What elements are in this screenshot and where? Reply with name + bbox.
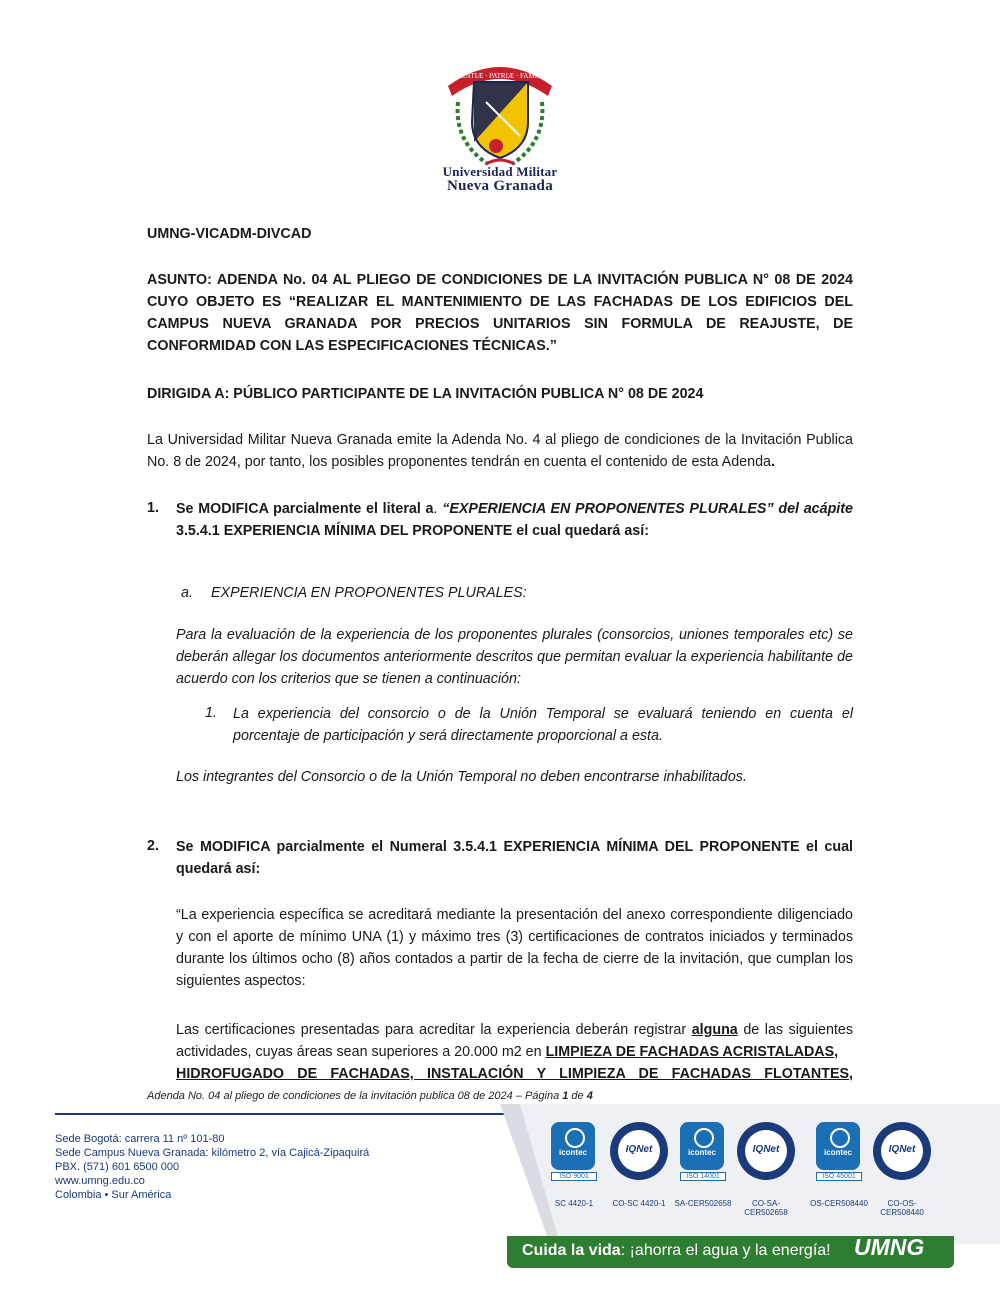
- document-subject: ASUNTO: ADENDA No. 04 AL PLIEGO DE CONDICIONES DE LA INVITACIÓN PUBLICA N° 08 DE 2024 CUYO OBJETO ES “REALIZAR EL MANTENIMIENTO DE LAS FACHADAS DE LOS EDIFICIOS DEL CAMPUS NUEVA GRANADA POR PRECIOS UNITARIOS SIN FORMULA DE REAJUSTE, DE CONFORMIDAD CON LAS ESPECIFICACIONES TÉCNICAS.”: [147, 272, 853, 354]
- address-line: Colombia • Sur América: [55, 1189, 172, 1201]
- item1-heading: [176, 498, 853, 542]
- logo-name-line2: Nueva Granada: [447, 178, 553, 194]
- cert-brand-label: IQNet: [625, 1144, 653, 1155]
- cert-code-label: CO-SC 4420-1: [612, 1199, 666, 1208]
- item2-number: 2.: [147, 838, 159, 854]
- address-line: www.umng.edu.co: [55, 1175, 145, 1187]
- icontec-cert-icon: [551, 1122, 595, 1184]
- item2-heading: Se MODIFICA parcialmente el Numeral 3.5.4.1 EXPERIENCIA MÍNIMA DEL PROPONENTE el cual quedará así:: [176, 839, 853, 877]
- item1-text-a: Se MODIFICA parcialmente el literal a: [176, 501, 434, 517]
- cert-brand-label: icontec: [687, 1148, 716, 1157]
- footer-note-of: de: [568, 1090, 587, 1102]
- slogan-bold: Cuida la vida: [522, 1242, 621, 1259]
- footer-page-total: 4: [586, 1090, 593, 1102]
- cert-code-label: CO-OS-CER508440: [880, 1199, 924, 1217]
- footer-address: [55, 1132, 369, 1202]
- item1-number: 1.: [147, 500, 159, 516]
- cert-brand-label: IQNet: [752, 1144, 780, 1155]
- sub-a-point-number: 1.: [205, 705, 217, 721]
- footer-page-number: 1: [562, 1090, 569, 1102]
- sub-a-title: EXPERIENCIA EN PROPONENTES PLURALES:: [211, 585, 527, 601]
- slogan-text: [522, 1242, 831, 1260]
- sub-a-paragraph: Para la evaluación de la experiencia de los proponentes plurales (consorcios, uniones temporales etc) se deberán allegar los documentos anteriormente descritos que permitan evaluar la experiencia habilitante de acuerdo con los criterios que se tienen a continuación:: [176, 627, 853, 687]
- iqnet-cert-icon: [743, 1122, 789, 1184]
- item1-text-c: “EXPERIENCIA EN PROPONENTES PLURALES” del acápite: [442, 501, 853, 517]
- cert-brand-label: IQNet: [888, 1144, 916, 1155]
- icontec-cert-icon: [816, 1122, 860, 1184]
- motto-text: SCIENTIÆ · PATRIÆ · FAMILIÆ: [450, 72, 550, 80]
- cert-brand-label: icontec: [558, 1148, 587, 1157]
- item2-para2-a: Las certificaciones presentadas para acreditar la experiencia deberán registrar: [176, 1022, 692, 1038]
- item2-para2-e: HIDROFUGADO DE FACHADAS, INSTALACIÓN Y LIMPIEZA DE FACHADAS FLOTANTES,: [176, 1066, 853, 1082]
- cert-code-label: OS-CER508440: [810, 1199, 868, 1208]
- intro-paragraph: [147, 429, 853, 473]
- document-reference: UMNG-VICADM-DIVCAD: [147, 226, 312, 242]
- footer-note-text: Adenda No. 04 al pliego de condiciones de la invitación publica 08 de 2024 – Página: [147, 1090, 563, 1102]
- cert-standard-label: ISO 9001: [551, 1172, 597, 1181]
- logo-name-line1: Universidad Militar: [442, 164, 558, 179]
- cert-code-label: SC 4420-1: [554, 1199, 594, 1208]
- footer-divider: [55, 1113, 525, 1115]
- icontec-cert-icon: [680, 1122, 724, 1184]
- item2-para2-d: LIMPIEZA DE FACHADAS ACRISTALADAS,: [545, 1044, 839, 1060]
- cert-brand-label: icontec: [823, 1148, 852, 1157]
- address-line: Sede Campus Nueva Granada: kilómetro 2, vía Cajicá-Zipaquirá: [55, 1147, 370, 1159]
- sub-a-closing: Los integrantes del Consorcio o de la Unión Temporal no deben encontrarse inhabilitados.: [176, 769, 747, 785]
- item1-text-b: .: [433, 501, 443, 517]
- item2-para2-b: alguna: [691, 1022, 738, 1038]
- cert-standard-label: ISO 14001: [680, 1172, 726, 1181]
- page-footer-note: [147, 1090, 593, 1102]
- slogan-rest: : ¡ahorra el agua y la energía!: [620, 1242, 831, 1259]
- address-line: PBX. (571) 601 6500 000: [55, 1161, 180, 1173]
- item1-text-d: 3.5.4.1 EXPERIENCIA MÍNIMA DEL PROPONENTE el cual quedará así:: [176, 523, 649, 539]
- intro-end: .: [770, 454, 775, 470]
- intro-text: La Universidad Militar Nueva Granada emite la Adenda No. 4 al pliego de condiciones de la Invitación Publica No. 8 de 2024, por tanto, los posibles proponentes tendrán en cuenta el contenido de esta Adenda: [147, 432, 853, 470]
- umng-brand-mark: UMNG: [854, 1234, 925, 1260]
- sub-a-point-text: La experiencia del consorcio o de la Unión Temporal se evaluará teniendo en cuenta el porcentaje de participación y será directamente proporcional a esta.: [233, 706, 853, 744]
- address-line: Sede Bogotá: carrera 11 nº 101-80: [55, 1133, 225, 1145]
- sub-a-letter: a.: [181, 585, 193, 601]
- item2-paragraph1: “La experiencia específica se acreditará mediante la presentación del anexo correspondiente diligenciado y con el aporte de mínimo UNA (1) y máximo tres (3) certificaciones de contratos iniciados y terminados durante los últimos ocho (8) años contados a partir de la fecha de cierre de la invitación, que cumplan los siguientes aspectos:: [176, 907, 853, 989]
- cert-code-label: CO-SA-CER502658: [744, 1199, 788, 1217]
- item2-paragraph2: [176, 1019, 853, 1085]
- item2-para2-c: de las siguientes actividades, cuyas áreas sean superiores a 20.000 m2 en: [176, 1022, 853, 1060]
- iqnet-cert-icon: [616, 1122, 662, 1184]
- cert-code-label: SA-CER502658: [674, 1199, 732, 1208]
- iqnet-cert-icon: [879, 1122, 925, 1184]
- cert-standard-label: ISO 45001: [816, 1172, 862, 1181]
- addressed-to: DIRIGIDA A: PÚBLICO PARTICIPANTE DE LA INVITACIÓN PUBLICA N° 08 DE 2024: [147, 386, 704, 402]
